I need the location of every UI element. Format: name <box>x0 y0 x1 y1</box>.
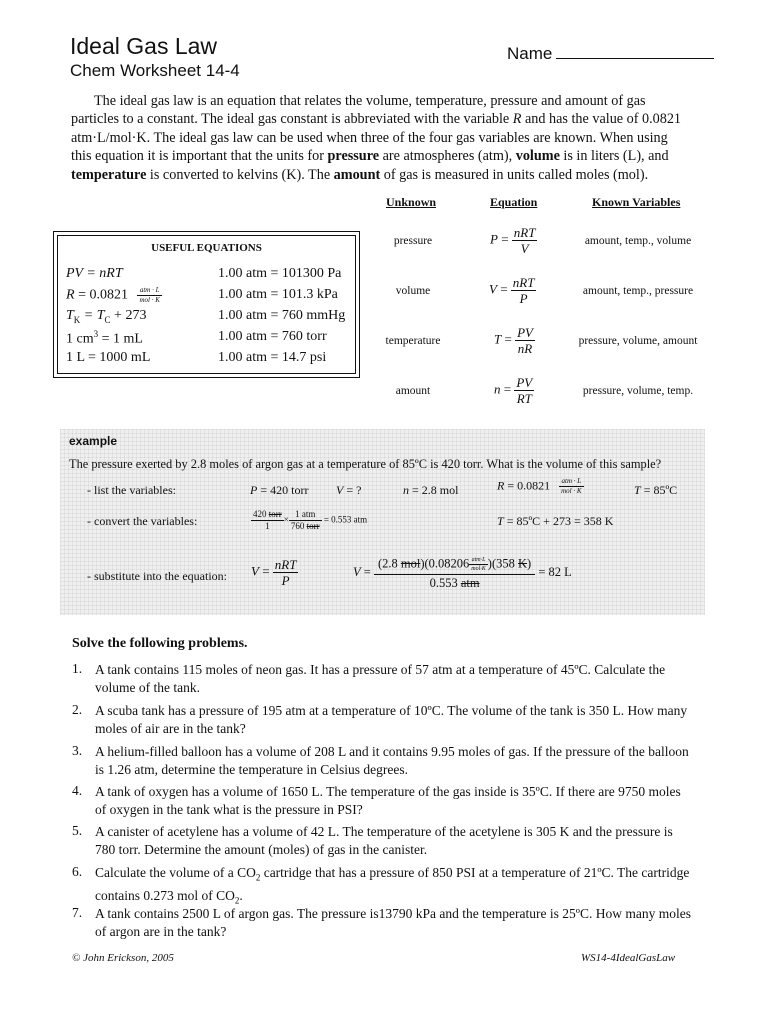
unknown-cell: temperature <box>385 335 441 347</box>
var-temperature: T = 85ºC <box>634 483 678 497</box>
known-variables-cell: pressure, volume, amount <box>578 335 698 347</box>
problem-text: A scuba tank has a pressure of 195 atm at a temperature of 10ºC. The volume of the tank is 350 L. How many moles of air are in the tank? <box>95 703 688 736</box>
pressure-conversion: 1.00 atm = 101300 Pa <box>218 266 342 281</box>
problem-text: A tank contains 2500 L of argon gas. The pressure is13790 kPa and the temperature is 25ºC. How many moles of argon are in the tank? <box>95 906 691 939</box>
ideal-gas-equation: PV = nRT <box>66 266 123 281</box>
pressure-conversion: 1.00 atm = 14.7 psi <box>218 350 327 365</box>
var-pressure: P = 420 torr <box>250 483 309 497</box>
header-known-variables: Known Variables <box>592 195 681 209</box>
problem-text: Calculate the volume of a $CO_2$ cartridge that has a pressure of 850 PSI at a temperature of 21ºC. The cartridge contains 0.273 mol of $CO_2$. <box>95 865 690 906</box>
name-blank-line <box>556 42 714 59</box>
footer-worksheet-id: WS14-4IdealGasLaw <box>581 952 676 964</box>
problem-number: 4. <box>72 783 83 798</box>
problem-text: A tank of oxygen has a volume of 1650 L. The temperature of the gas inside is 35ºC. If there are 9750 moles of oxygen in the tank what is the pressure in PSI? <box>95 784 681 817</box>
equation-cell: V = nRT P <box>489 275 535 306</box>
name-label: Name <box>507 44 553 63</box>
substituted-equation: V = (2.8 mol)(0.08206 atm·L mol·K )(358 K) 0.553 atm = 82 L <box>353 556 572 590</box>
unknown-cell: pressure <box>393 235 433 247</box>
step-convert-variables: - convert the variables: <box>87 514 198 528</box>
useful-equations-title: USEFUL EQUATIONS <box>151 242 262 254</box>
intro-paragraph: The ideal gas law is an equation that relates the volume, temperature, pressure and amount of gas particles to a constant. The ideal gas constant is abbreviated with the variable R and has the value of 0.0821 atm·L/mol·K. The ideal gas law can be used when three of the four gas variables are known. When using this equation it is important that the units for pressure are atmospheres (atm), volume is in liters (L), and temperature is converted to kelvins (K). The amount of gas is measured in units called moles (mol). <box>71 93 682 183</box>
rearranged-equation: V = nRT P <box>251 557 297 588</box>
var-gas-constant: R = 0.0821 atm · L mol · K <box>497 477 582 495</box>
liter-ml-conversion: 1 L = 1000 mL <box>66 350 151 365</box>
name-field <box>507 42 714 64</box>
header-unknown: Unknown <box>386 195 437 209</box>
problem-number: 7. <box>72 905 83 920</box>
example-question: The pressure exerted by 2.8 moles of argon gas at a temperature of 85ºC is 420 torr. What is the volume of this sample? <box>69 457 662 471</box>
known-variables-cell: pressure, volume, temp. <box>582 385 694 397</box>
known-variables-cell: amount, temp., pressure <box>582 285 694 297</box>
kelvin-conversion: $T_K = T_C + 273$ <box>66 308 147 325</box>
example-label: example <box>69 434 118 448</box>
worksheet-subtitle: Chem Worksheet 14-4 <box>70 61 240 80</box>
problem-number: 6. <box>72 864 83 879</box>
unknown-cell: amount <box>395 385 431 397</box>
temperature-conversion: T = 85ºC + 273 = 358 K <box>497 514 614 528</box>
problem-number: 1. <box>72 661 83 676</box>
equation-cell: P = nRT V <box>490 225 536 256</box>
useful-equations-box <box>53 231 360 378</box>
problem-number: 2. <box>72 702 83 717</box>
pressure-conversion-work: 420 torr 1 × 1 atm 760 torr = 0.553 atm <box>253 509 368 531</box>
equation-cell: n = $\frac{PV}{RT}$ <box>494 375 533 406</box>
worksheet-title: Ideal Gas Law <box>70 33 218 59</box>
cm3-ml-conversion: 1 $cm^3 = 1$ mL <box>66 329 143 347</box>
pressure-conversion: 1.00 atm = 760 mmHg <box>218 308 346 323</box>
var-moles: n = 2.8 mol <box>403 483 459 497</box>
header-equation: Equation <box>490 195 538 209</box>
step-list-variables: - list the variables: <box>87 483 176 497</box>
problem-text: A canister of acetylene has a volume of 42 L. The temperature of the acetylene is 305 K and the pressure is 780 torr. Determine the amount (moles) of gas in the canister. <box>95 824 673 857</box>
var-volume: V = ? <box>336 483 362 497</box>
gas-constant: R = 0.0821 atm · L mol · K <box>66 286 160 304</box>
problem-text: A tank contains 115 moles of neon gas. It has a pressure of 57 atm at a temperature of 45ºC. Calculate the volume of the tank. <box>95 662 666 695</box>
known-variables-cell: amount, temp., volume <box>584 235 692 247</box>
problem-number: 3. <box>72 743 83 758</box>
unknown-cell: volume <box>395 285 431 297</box>
pressure-conversion: 1.00 atm = 101.3 kPa <box>218 287 338 302</box>
step-substitute: - substitute into the equation: <box>87 569 227 583</box>
problem-number: 5. <box>72 823 83 838</box>
pressure-conversion: 1.00 atm = 760 torr <box>218 329 327 344</box>
footer-copyright: © John Erickson, 2005 <box>72 952 174 964</box>
equation-cell: T = $\frac{PV}{nR}$ <box>494 325 533 356</box>
problem-text: A helium-filled balloon has a volume of 208 L and it contains 9.95 moles of gas. If the pressure of the balloon is 1.26 atm, determine the temperature in Celsius degrees. <box>95 744 689 777</box>
problems-heading: Solve the following problems. <box>72 636 248 651</box>
